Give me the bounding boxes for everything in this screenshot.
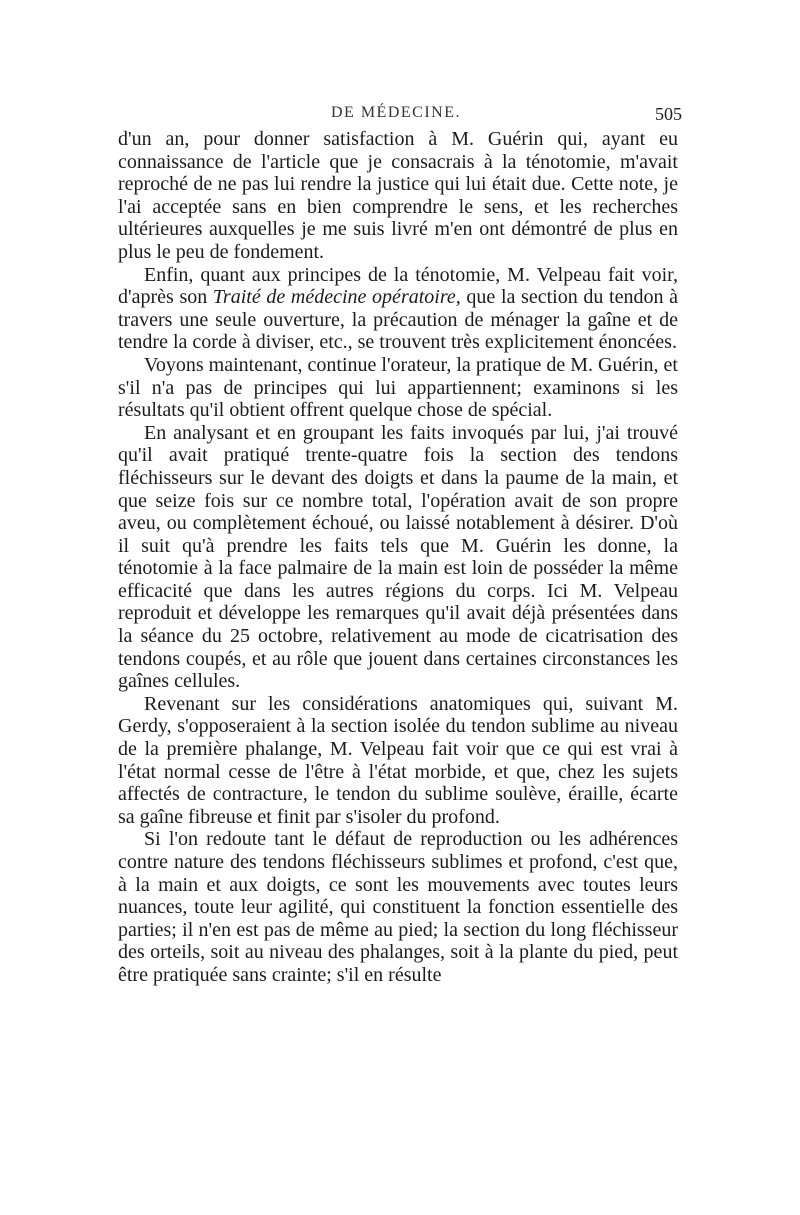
paragraph-2 xyxy=(118,264,678,354)
paragraph-6 xyxy=(118,828,678,986)
paragraph-4-text: En analysant et en groupant les faits invoqués par lui, j'ai trouvé qu'il avait pratiqué trente-quatre fois la section des tendons fléchisseurs sur le devant des doigts et dans la paume de la main, et que seize fois sur ce nombre total, l'opération avait de son propre aveu, ou complètement échoué, ou laissé notablement à désirer. D'où il suit qu'à prendre les faits tels que M. Guérin les donne, la ténotomie à la face palmaire de la main est loin de posséder la même efficacité que dans les autres régions du corps. Ici M. Velpeau reproduit et développe les remarques qu'il avait déjà présentées dans la séance du 25 octobre, relativement au mode de cicatrisation des tendons coupés, et au rôle que jouent dans certaines circonstances les gaînes cellules. xyxy=(118,421,678,693)
paragraph-5-text: Revenant sur les considérations anatomiques qui, suivant M. Gerdy, s'opposeraient à la section isolée du tendon sublime au niveau de la première phalange, M. Velpeau fait voir que ce qui est vrai à l'état normal cesse de l'être à l'état morbide, et que, chez les sujets affectés de contracture, le tendon du sublime soulève, éraille, écarte sa gaîne fibreuse et finit par s'isoler du profond. xyxy=(118,692,678,828)
book-title-italic: Traité de médecine opératoire, xyxy=(212,286,461,309)
paragraph-4 xyxy=(118,422,678,693)
paragraph-2-text-a: Enfin, quant aux principes de la ténotomie, M. Velpeau fait voir, d'après son xyxy=(118,263,678,309)
paragraph-3 xyxy=(118,354,678,422)
paragraph-3-text: Voyons maintenant, continue l'orateur, la pratique de M. Guérin, et s'il n'a pas de principes qui lui appartiennent; examinons si les résultats qu'il obtient offrent quelque chose de spécial. xyxy=(118,353,678,422)
paragraph-1 xyxy=(118,128,678,264)
paragraph-5 xyxy=(118,693,678,829)
paragraph-6-text: Si l'on redoute tant le défaut de reproduction ou les adhérences contre nature des tendons fléchisseurs sublimes et profond, c'est que, à la main et aux doigts, ce sont les mouvements avec toutes leurs nuances, toute leur agilité, qui constituent la fonction essentielle des parties; il n'en est pas de même au pied; la section du long fléchisseur des orteils, soit au niveau des phalanges, soit à la plante du pied, peut être pratiquée sans crainte; s'il en résulte xyxy=(118,828,678,986)
running-title: DE MÉDECINE. xyxy=(331,104,461,121)
paragraph-2-text-b: que la section du tendon à travers une seule ouverture, la précaution de ménager la gaîne et de tendre la corde à diviser, etc., se trouvent très explicitement énoncées. xyxy=(118,286,678,354)
paragraph-1-text: d'un an, pour donner satisfaction à M. Guérin qui, ayant eu connaissance de l'article que je consacrais à la ténotomie, m'avait reproché de ne pas lui rendre la justice qui lui était due. Cette note, je l'ai acceptée sans en bien comprendre le sens, et les recherches ultérieures auxquelles je me suis livré m'en ont démontré de plus en plus le peu de fondement. xyxy=(118,128,678,263)
page-number: 505 xyxy=(655,104,682,124)
body-text xyxy=(118,128,678,987)
page-header xyxy=(110,104,682,128)
